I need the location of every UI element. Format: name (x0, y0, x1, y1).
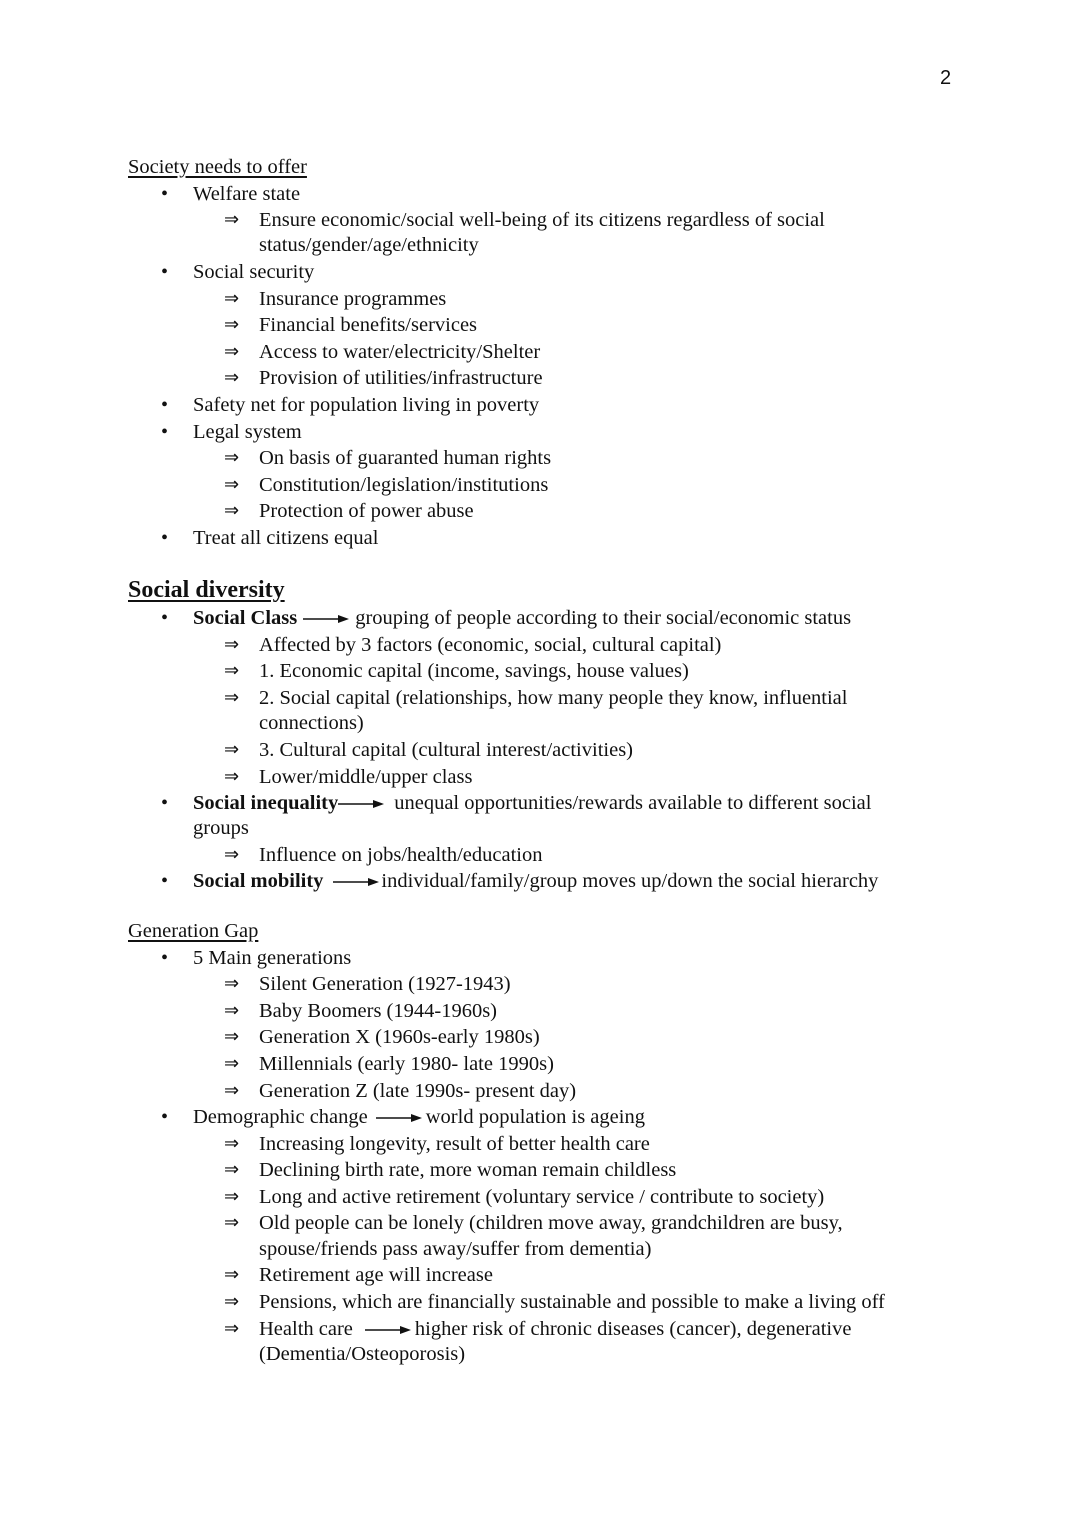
arrow-right-icon (303, 614, 349, 624)
list-item: Treat all citizens equal (193, 527, 379, 549)
implies-arrow-icon: ⇒ (224, 314, 240, 335)
term-demographic-change: Demographic change (193, 1106, 368, 1128)
sub-list-item: Financial benefits/services (259, 314, 478, 336)
list-item: Social security (193, 261, 315, 283)
implies-arrow-icon: ⇒ (224, 500, 240, 521)
sub-list-item-continuation: spouse/friends pass away/suffer from dementia) (259, 1238, 652, 1260)
arrow-right-icon (333, 877, 379, 887)
implies-arrow-icon: ⇒ (224, 1026, 240, 1047)
bullet-icon: • (161, 394, 169, 416)
sub-list-item: Long and active retirement (voluntary service / contribute to society) (259, 1186, 825, 1208)
sub-list-item: Retirement age will increase (259, 1264, 493, 1286)
section-heading-social-diversity: Social diversity (128, 577, 285, 603)
implies-arrow-icon: ⇒ (224, 1159, 240, 1180)
definition: unequal opportunities/rewards available to different social (394, 792, 872, 814)
definition: higher risk of chronic diseases (cancer), degenerative (414, 1318, 852, 1340)
definition: individual/family/group moves up/down the social hierarchy (381, 870, 879, 892)
implies-arrow-icon: ⇒ (224, 1291, 240, 1312)
sub-list-item: Declining birth rate, more woman remain childless (259, 1159, 677, 1181)
implies-arrow-icon: ⇒ (224, 739, 240, 760)
bullet-icon: • (161, 1106, 169, 1128)
bullet-icon: • (161, 607, 169, 629)
implies-arrow-icon: ⇒ (224, 660, 240, 681)
bullet-icon: • (161, 183, 169, 205)
arrow-right-icon (338, 799, 384, 809)
term-social-mobility: Social mobility (193, 870, 324, 892)
term-health-care: Health care (259, 1318, 353, 1340)
sub-list-item: Insurance programmes (259, 288, 447, 310)
page-number: 2 (940, 67, 952, 89)
sub-list-item: Silent Generation (1927-1943) (259, 973, 511, 995)
list-item-continuation: groups (193, 817, 249, 839)
sub-list-item: 1. Economic capital (income, savings, house values) (259, 660, 689, 682)
sub-list-item: Pensions, which are financially sustainable and possible to make a living off (259, 1291, 885, 1313)
list-item-social-inequality (193, 790, 871, 816)
implies-arrow-icon: ⇒ (224, 447, 240, 468)
sub-list-item: Generation Z (late 1990s- present day) (259, 1080, 577, 1102)
bullet-icon: • (161, 421, 169, 443)
sub-list-item: Ensure economic/social well-being of its citizens regardless of social (259, 209, 825, 231)
sub-list-item: Influence on jobs/health/education (259, 844, 543, 866)
implies-arrow-icon: ⇒ (224, 634, 240, 655)
implies-arrow-icon: ⇒ (224, 1053, 240, 1074)
implies-arrow-icon: ⇒ (224, 341, 240, 362)
sub-list-item: 3. Cultural capital (cultural interest/activities) (259, 739, 633, 761)
list-item: 5 Main generations (193, 947, 352, 969)
implies-arrow-icon: ⇒ (224, 1264, 240, 1285)
definition: world population is ageing (425, 1106, 645, 1128)
sub-list-item-continuation: status/gender/age/ethnicity (259, 234, 479, 256)
list-item-demographic-change (193, 1104, 645, 1130)
sub-list-item: Provision of utilities/infrastructure (259, 367, 543, 389)
sub-list-item: Constitution/legislation/institutions (259, 474, 549, 496)
sub-list-item: Generation X (1960s-early 1980s) (259, 1026, 540, 1048)
implies-arrow-icon: ⇒ (224, 844, 240, 865)
implies-arrow-icon: ⇒ (224, 1318, 240, 1339)
sub-list-item: Increasing longevity, result of better health care (259, 1133, 650, 1155)
term-social-class: Social Class (193, 607, 298, 629)
sub-list-item-health-care (259, 1316, 851, 1342)
arrow-right-icon (376, 1113, 422, 1123)
bullet-icon: • (161, 947, 169, 969)
sub-list-item: Protection of power abuse (259, 500, 474, 522)
bullet-icon: • (161, 527, 169, 549)
term-social-inequality: Social inequality (193, 792, 339, 814)
bullet-icon: • (161, 261, 169, 283)
implies-arrow-icon: ⇒ (224, 288, 240, 309)
list-item: Safety net for population living in poverty (193, 394, 540, 416)
sub-list-item: Baby Boomers (1944-1960s) (259, 1000, 498, 1022)
implies-arrow-icon: ⇒ (224, 766, 240, 787)
implies-arrow-icon: ⇒ (224, 1080, 240, 1101)
implies-arrow-icon: ⇒ (224, 1133, 240, 1154)
implies-arrow-icon: ⇒ (224, 209, 240, 230)
implies-arrow-icon: ⇒ (224, 973, 240, 994)
sub-list-item: Access to water/electricity/Shelter (259, 341, 541, 363)
sub-list-item-continuation: (Dementia/Osteoporosis) (259, 1343, 466, 1365)
list-item-social-mobility (193, 868, 878, 894)
arrow-right-icon (365, 1325, 411, 1335)
sub-list-item: Millennials (early 1980- late 1990s) (259, 1053, 554, 1075)
sub-list-item: Old people can be lonely (children move away, grandchildren are busy, (259, 1212, 843, 1234)
bullet-icon: • (161, 792, 169, 814)
sub-list-item: 2. Social capital (relationships, how many people they know, influential (259, 687, 848, 709)
sub-list-item: Lower/middle/upper class (259, 766, 473, 788)
sub-list-item: Affected by 3 factors (economic, social, cultural capital) (259, 634, 722, 656)
section-heading-society-needs: Society needs to offer (128, 156, 307, 178)
list-item-social-class (193, 605, 851, 631)
implies-arrow-icon: ⇒ (224, 474, 240, 495)
definition: grouping of people according to their social/economic status (355, 607, 852, 629)
implies-arrow-icon: ⇒ (224, 1186, 240, 1207)
implies-arrow-icon: ⇒ (224, 687, 240, 708)
list-item: Legal system (193, 421, 302, 443)
implies-arrow-icon: ⇒ (224, 1000, 240, 1021)
sub-list-item-continuation: connections) (259, 712, 364, 734)
implies-arrow-icon: ⇒ (224, 1212, 240, 1233)
sub-list-item: On basis of guaranted human rights (259, 447, 552, 469)
section-heading-generation-gap: Generation Gap (128, 920, 259, 942)
bullet-icon: • (161, 870, 169, 892)
list-item: Welfare state (193, 183, 301, 205)
implies-arrow-icon: ⇒ (224, 367, 240, 388)
